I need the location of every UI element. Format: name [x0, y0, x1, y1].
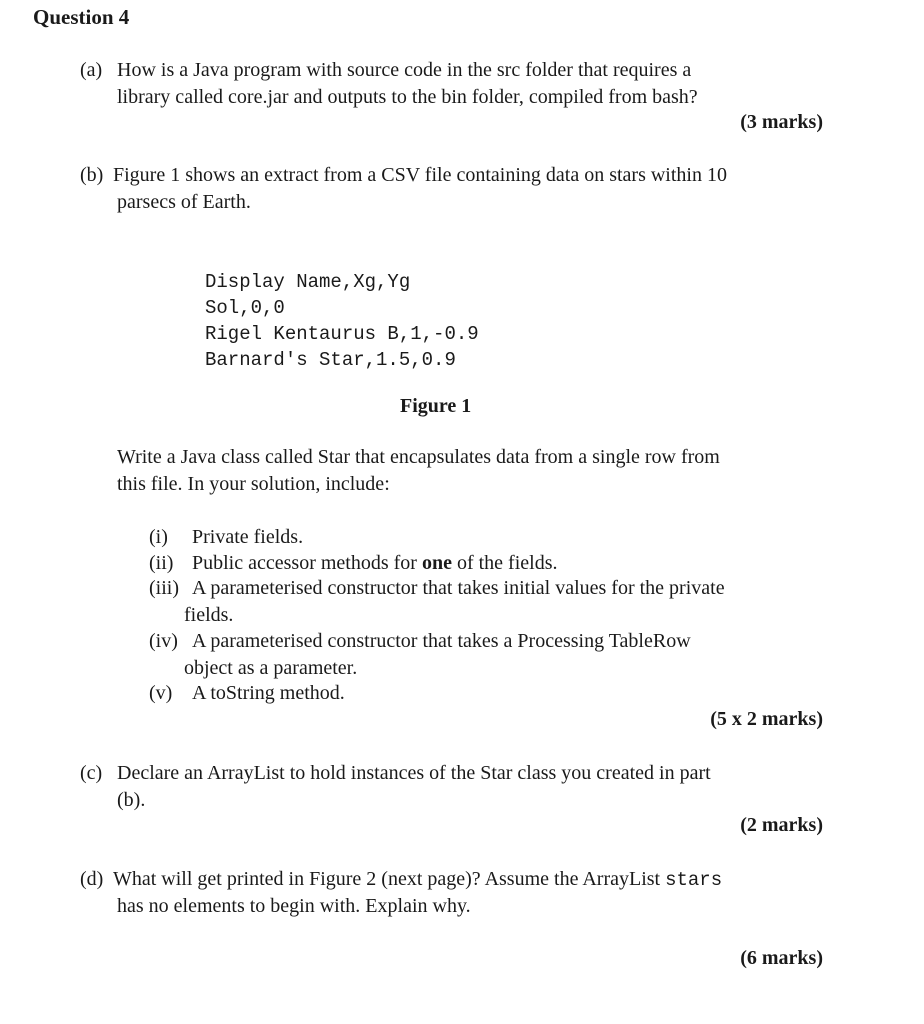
question-title: Question 4 — [33, 5, 130, 29]
part-a-marks: (3 marks) — [740, 111, 823, 133]
part-a-label: (a) — [80, 59, 103, 81]
item-ii-number: (ii) — [149, 552, 174, 574]
item-iv-text: A parameterised constructor that takes a Processing TableRow — [192, 630, 691, 652]
part-b-label: (b) — [80, 164, 104, 186]
csv-line-2: Rigel Kentaurus B,1,-0.9 — [205, 323, 479, 345]
item-iii-number: (iii) — [149, 577, 179, 599]
part-a-line-1: How is a Java program with source code in the src folder that requires a — [117, 59, 692, 81]
part-c-label: (c) — [80, 762, 103, 784]
part-b-marks: (5 x 2 marks) — [710, 708, 823, 730]
item-ii-emphasis: one — [421, 552, 452, 574]
figure-1-caption: Figure 1 — [400, 395, 472, 417]
part-b-task-line-2: this file. In your solution, include: — [117, 473, 390, 495]
part-d-marks: (6 marks) — [740, 947, 823, 969]
csv-line-3: Barnard's Star,1.5,0.9 — [205, 349, 456, 371]
part-a-line-2: library called core.jar and outputs to the bin folder, compiled from bash? — [117, 86, 698, 108]
part-d-line-1: What will get printed in Figure 2 (next page)? Assume the ArrayList stars — [113, 868, 723, 891]
part-d-label: (d) — [80, 868, 104, 890]
part-c-line-1: Declare an ArrayList to hold instances of the Star class you created in part — [117, 762, 711, 784]
item-v-text: A toString method. — [192, 682, 345, 704]
part-c-marks: (2 marks) — [740, 814, 823, 836]
part-d-line-2: has no elements to begin with. Explain why. — [117, 895, 471, 917]
item-i-text: Private fields. — [192, 526, 304, 548]
csv-line-1: Sol,0,0 — [205, 297, 285, 319]
item-i-number: (i) — [149, 526, 168, 548]
part-b-task-line-1: Write a Java class called Star that encapsulates data from a single row from — [117, 446, 720, 468]
csv-line-header: Display Name,Xg,Yg — [205, 271, 411, 293]
code-stars: stars — [665, 869, 723, 891]
part-b-line-1: Figure 1 shows an extract from a CSV file containing data on stars within 10 — [113, 164, 727, 186]
item-iv-continuation: object as a parameter. — [184, 657, 358, 679]
item-iii-continuation: fields. — [184, 604, 234, 626]
item-v-number: (v) — [149, 682, 173, 704]
item-iv-number: (iv) — [149, 630, 178, 652]
part-b-line-2: parsecs of Earth. — [117, 191, 251, 213]
item-iii-text: A parameterised constructor that takes initial values for the private — [192, 577, 725, 599]
part-c-line-2: (b). — [117, 789, 146, 811]
item-ii-text: Public accessor methods for one of the fields. — [192, 552, 558, 574]
